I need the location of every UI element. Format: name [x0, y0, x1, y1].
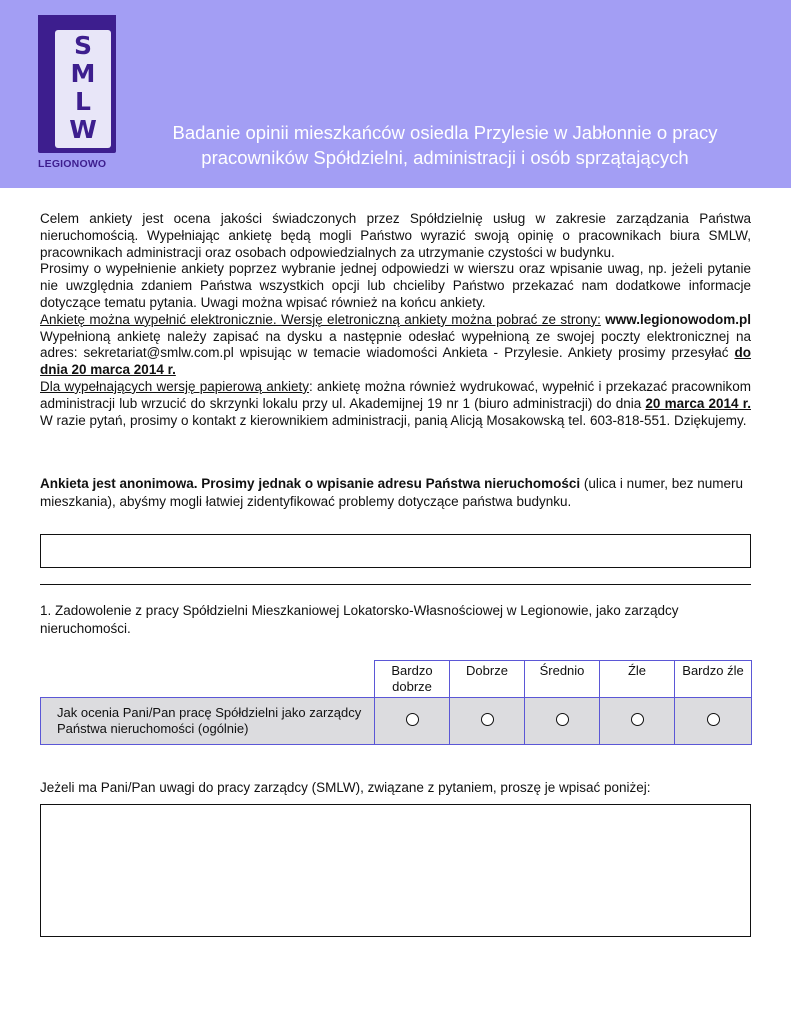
logo-letter: W: [69, 115, 97, 144]
contact-info: W razie pytań, prosimy o kontakt z kierownikiem administracji, panią Alicją Mosakowską tel. 603-818-551. Dziękujemy.: [40, 412, 747, 428]
deadline-paper: 20 marca 2014 r.: [645, 395, 751, 411]
radio-cell: [375, 698, 450, 745]
paper-heading: Dla wypełnających wersję papierową ankiety: [40, 378, 310, 394]
column-header-average: Średnio: [525, 661, 600, 698]
question-1-text: 1. Zadowolenie z pracy Spółdzielni Mieszkaniowej Lokatorsko-Własnościowej w Legionowie, jako zarządcy nieruchomości.: [40, 603, 679, 636]
deadline-electronic: do dnia 20 marca 2014 r.: [40, 345, 751, 378]
logo-letter: M: [70, 59, 96, 88]
rating-row-label: Jak ocenia Pani/Pan pracę Spółdzielni jako zarządcy Państwa nieruchomości (ogólnie): [41, 698, 375, 745]
logo-letter: L: [75, 87, 91, 116]
title-line-2: pracowników Spółdzielni, administracji i osób sprzątających: [201, 147, 689, 168]
website-link[interactable]: www.legionowodom.pl: [605, 311, 751, 327]
remarks-label: Jeżeli ma Pani/Pan uwagi do pracy zarządcy (SMLW), związane z pytaniem, proszę je wpisać poniżej:: [40, 780, 651, 795]
intro-paragraph-instructions: Prosimy o wypełnienie ankiety poprzez wybranie jednej odpowiedzi w wierszu oraz wpisanie uwag, np. jeżeli pytanie nie uwzględnia zdaniem Państwa wszystkich opcji lub chcieliby Państwo przekazać nam dodatkowe informacje dotyczące tematu pytania. Uwagi można wpisać również na końcu ankiety.: [40, 261, 751, 310]
column-header-very-bad: Bardzo źle: [675, 661, 752, 698]
anonymous-bold: Ankieta jest anonimowa. Prosimy jednak o wpisanie adresu Państwa nieruchomości: [40, 476, 581, 491]
rating-row: [41, 698, 752, 745]
page-title: [140, 120, 750, 170]
smlw-logo: [38, 15, 118, 175]
logo-tagline: LEGIONOWO: [38, 158, 107, 170]
intro-paragraph-purpose: Celem ankiety jest ocena jakości świadczonych przez Spółdzielnię usług w zakresie zarządzania Państwa nieruchomością. Wypełniając ankietę będą mogli Państwo wyrazić swoją opinię o pracownikach biura SMLW, pracownikach administracji oraz osobach odpowiedzialnych za utrzymanie czystości w budynku.: [40, 211, 751, 260]
radio-bad[interactable]: [631, 713, 644, 726]
intro-paragraph-paper: [40, 379, 751, 429]
remarks-textarea[interactable]: [40, 804, 751, 937]
radio-good[interactable]: [481, 713, 494, 726]
radio-very-bad[interactable]: [707, 713, 720, 726]
paper-instructions: : ankietę można również wydrukować, wypełnić i przekazać pracownikom administracji lub wrzucić do skrzynki lokalu przy ul. Akademijnej 19 nr 1 (biuro administracji) do dnia: [40, 378, 751, 411]
anonymous-notice: [40, 475, 751, 511]
header-banner: [0, 0, 791, 188]
title-line-1: Badanie opinii mieszkańców osiedla Przylesie w Jabłonnie o pracy: [172, 122, 718, 143]
section-divider: [40, 584, 751, 585]
header-blank-cell: [41, 661, 375, 698]
radio-cell: [450, 698, 525, 745]
electronic-heading: Ankietę można wypełnić elektronicznie. Wersję eletroniczną ankiety można pobrać ze strony:: [40, 311, 601, 327]
radio-very-good[interactable]: [406, 713, 419, 726]
logo-letter: S: [73, 31, 92, 60]
rating-header-row: [41, 661, 752, 698]
column-header-bad: Źle: [600, 661, 675, 698]
radio-cell: [600, 698, 675, 745]
address-input[interactable]: [40, 534, 751, 568]
anonymous-rest: (ulica i numer, bez numeru mieszkania), abyśmy mogli łatwiej zidentyfikować problemy dotyczące państwa budynku.: [40, 476, 743, 509]
electronic-instructions: Wypełnioną ankietę należy zapisać na dysku a następnie odesłać wypełnioną ze swojej poczty elektronicznej na adres: sekretariat@smlw.com.pl wpisując w temacie wiadomości Ankieta - Przylesie. Ankiety prosimy przesyłać: [40, 328, 751, 361]
column-header-very-good: Bardzo dobrze: [375, 661, 450, 698]
radio-average[interactable]: [556, 713, 569, 726]
intro-paragraph-electronic: [40, 312, 751, 379]
rating-table: [40, 660, 752, 745]
logo-letters: [55, 32, 111, 144]
column-header-good: Dobrze: [450, 661, 525, 698]
radio-cell: [675, 698, 752, 745]
radio-cell: [525, 698, 600, 745]
intro-text: [40, 211, 751, 429]
